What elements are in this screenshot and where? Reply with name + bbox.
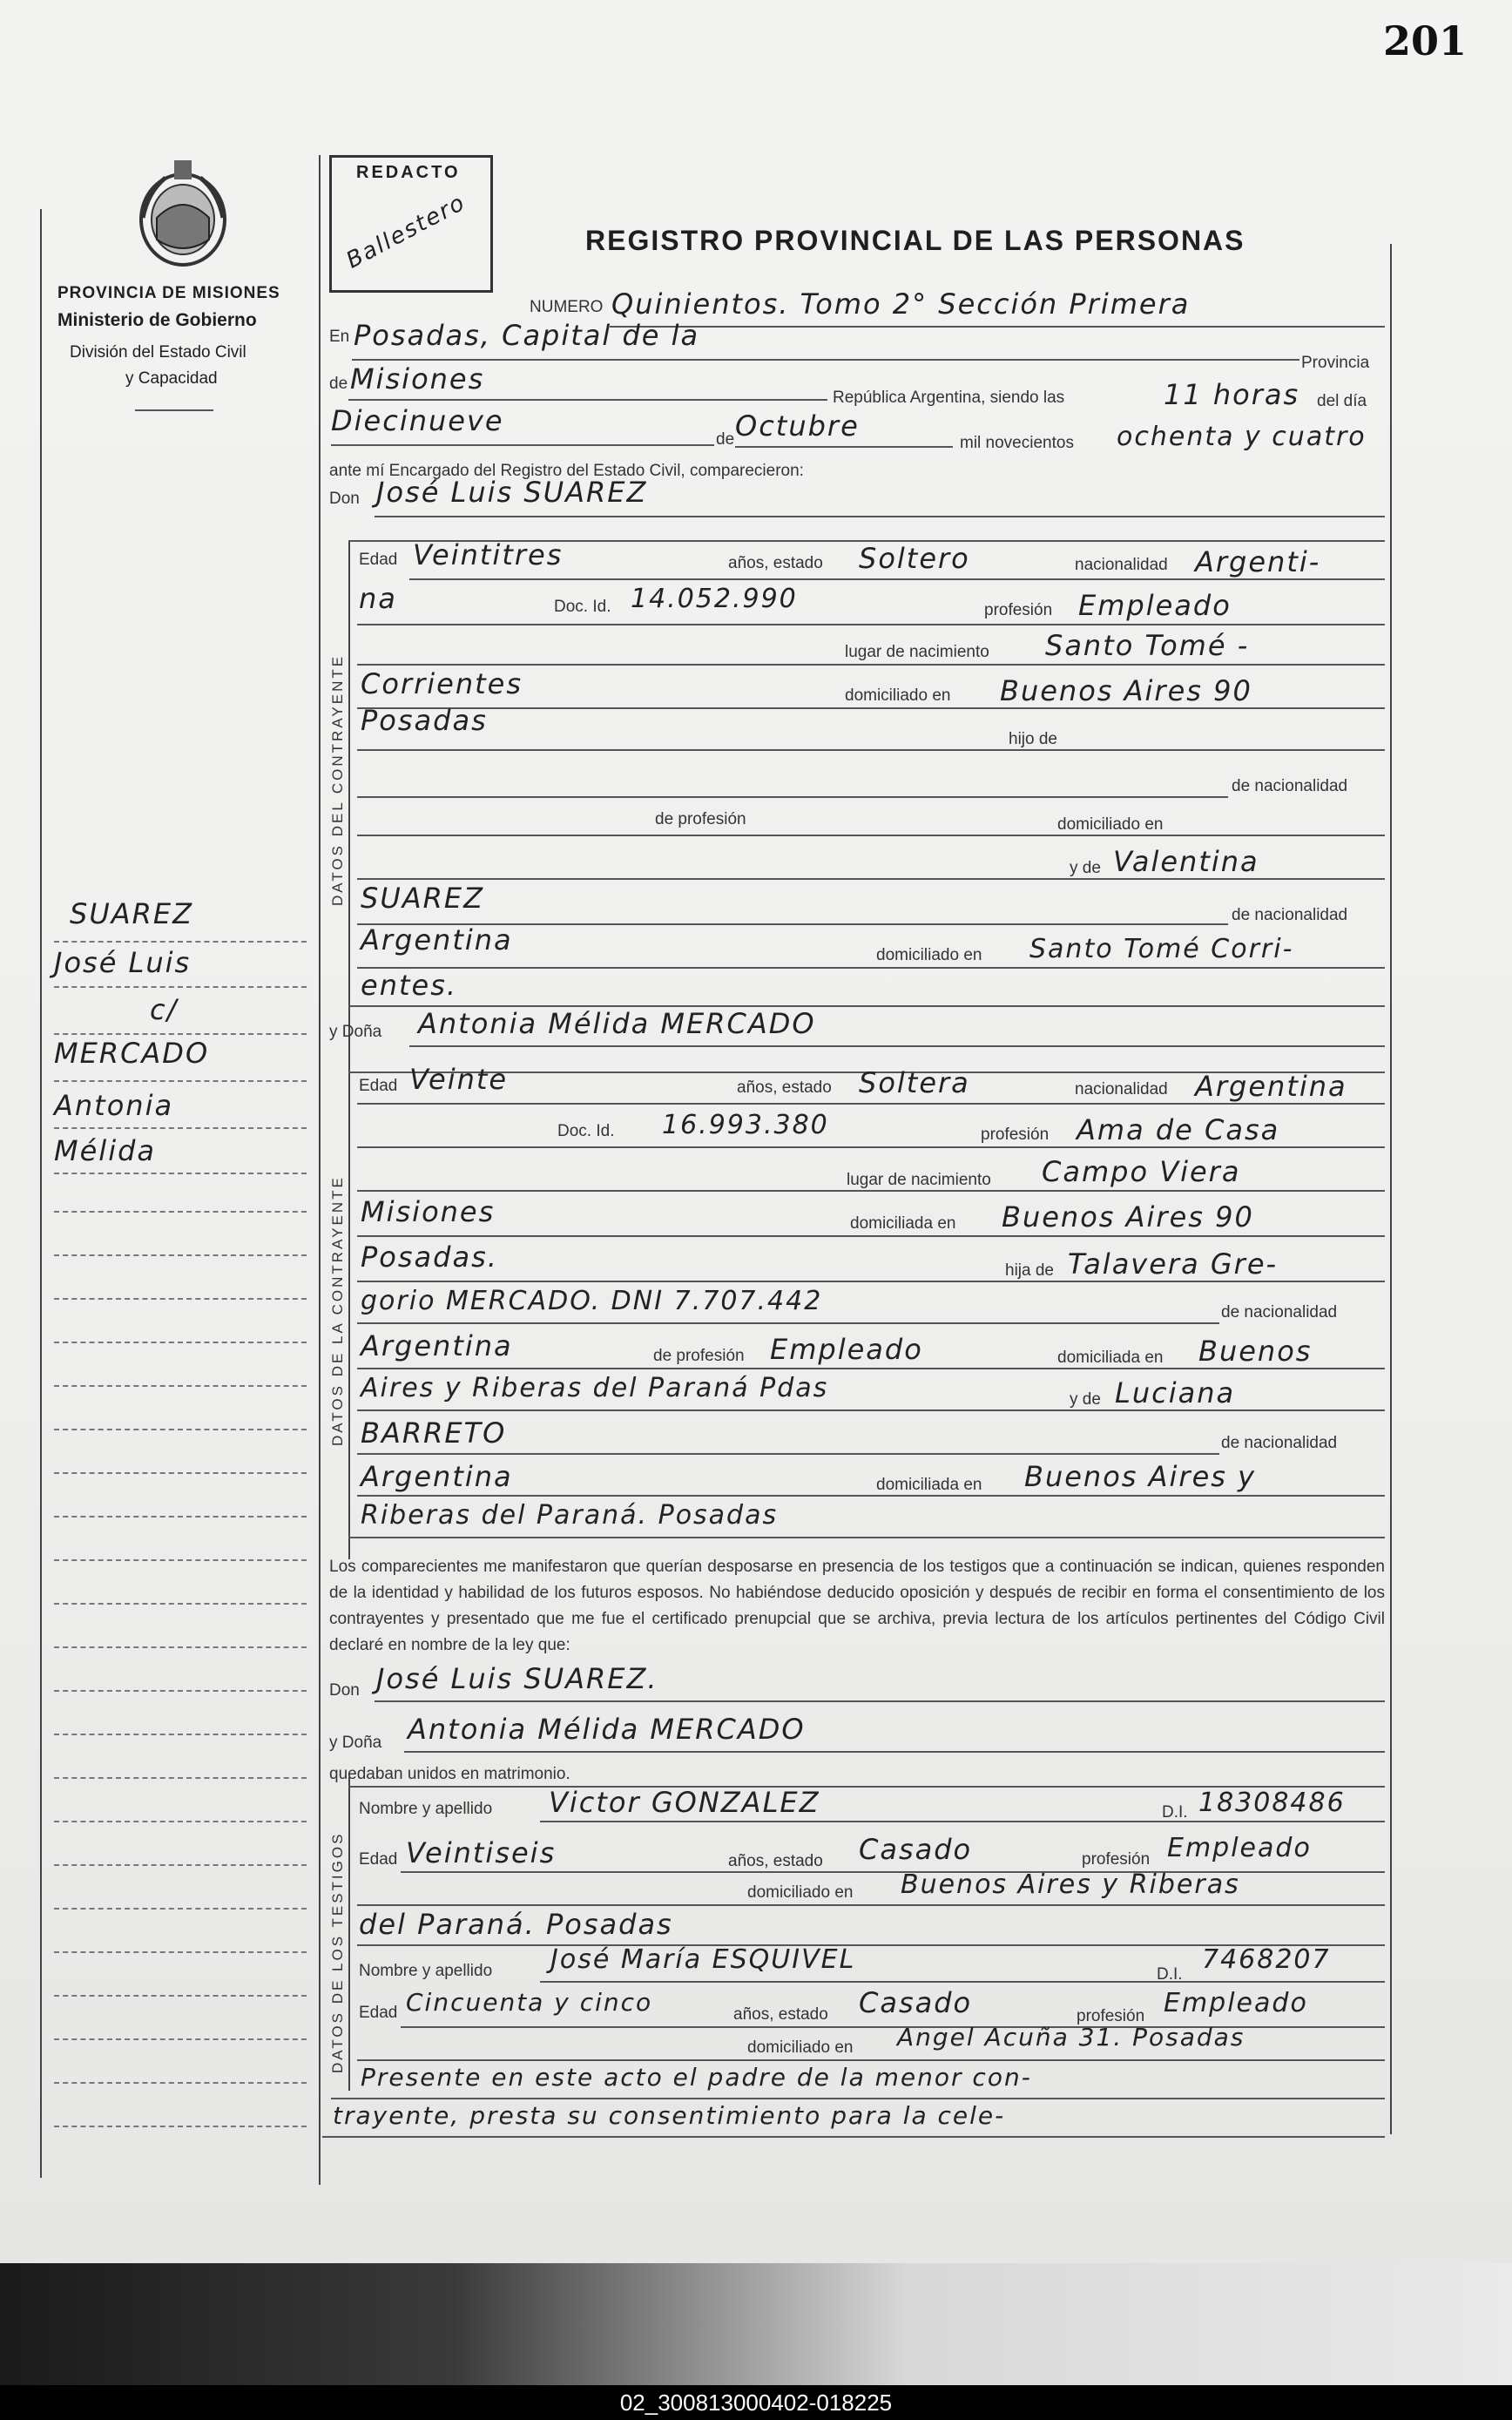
- file-caption: 02_300813000402-018225: [0, 2385, 1512, 2420]
- anio-value: ochenta y cuatro: [1117, 422, 1367, 452]
- t1-nombre: Victor GONZALEZ: [549, 1786, 820, 1819]
- page-number: 201: [1383, 17, 1468, 64]
- f-doc: 16.993.380: [662, 1110, 829, 1140]
- t2-profesion: Empleado: [1164, 1988, 1308, 2018]
- f-domicilio-label: domiciliada en: [850, 1214, 956, 1233]
- declaration-paragraph: Los comparecientes me manifestaron que querían desposarse en presencia de los testigos que a continuación se indican, quienes responden de la identidad y habilidad de los futuros esposos. No habiéndose deducido oposición y después de recibir en forma el consentimiento de los contrayentes y presentado que me fue el certificado prenupcial que se archiva, previa lectura de los artículos pertinentes del Código Civil declaré en nombre de la ley que:: [329, 1558, 1385, 1654]
- c-de-nacionalidad-1: de nacionalidad: [1232, 777, 1348, 795]
- redacto-stamp: [329, 155, 493, 293]
- hora-value: 11 horas: [1164, 378, 1300, 411]
- f-madre-nacionalidad: Argentina: [361, 1460, 513, 1493]
- c-madre-domicilio: Santo Tomé Corri-: [1029, 934, 1294, 964]
- t2-nombre-label: Nombre y apellido: [359, 1962, 493, 1980]
- numero-label: NUMERO: [530, 298, 604, 316]
- c-estado: Soltero: [859, 542, 970, 575]
- del-dia-label: del día: [1317, 392, 1367, 410]
- f-padre-cont: gorio MERCADO. DNI 7.707.442: [361, 1286, 823, 1316]
- coat-of-arms-icon: [131, 157, 235, 270]
- t1-domicilio: Buenos Aires y Riberas: [901, 1869, 1240, 1900]
- scan-edge: [0, 2263, 1512, 2385]
- dia-value: Diecinueve: [331, 404, 504, 437]
- f-padre-domicilio-cont: Aires y Riberas del Paraná Pdas: [361, 1373, 829, 1403]
- t1-edad-label: Edad: [359, 1850, 398, 1869]
- sidebar-name-4: MERCADO: [54, 1037, 210, 1070]
- division-label: División del Estado Civil: [70, 343, 246, 362]
- c-domicilio-label: domiciliado en: [845, 686, 951, 705]
- f-madre-domicilio: Buenos Aires y: [1024, 1460, 1257, 1493]
- f-estado: Soltera: [859, 1066, 970, 1099]
- f-domicilio-cont: Posadas.: [361, 1240, 498, 1274]
- de2-label: de: [716, 430, 735, 449]
- decl-don-label: Don: [329, 1681, 360, 1700]
- c-madre-domicilio-label: domiciliado en: [876, 946, 982, 964]
- f-y-de-label: y de: [1070, 1390, 1101, 1409]
- f-profesion-label: profesión: [981, 1126, 1050, 1144]
- f-madre: Luciana: [1115, 1376, 1236, 1409]
- c-nacionalidad-label: nacionalidad: [1075, 556, 1168, 574]
- f-nacionalidad: Argentina: [1195, 1070, 1347, 1103]
- f-padre-nacionalidad: Argentina: [361, 1329, 513, 1362]
- stamp-label: REDACTO: [356, 163, 461, 182]
- f-domicilio: Buenos Aires 90: [1002, 1200, 1254, 1234]
- f-lugar-cont: Misiones: [361, 1195, 496, 1228]
- c-nacionalidad-cont: na: [359, 582, 397, 615]
- sidebar-name-5: Antonia: [54, 1089, 174, 1122]
- c-anos-estado: años, estado: [728, 554, 823, 572]
- c-lugar: Santo Tomé -: [1045, 629, 1250, 662]
- t1-domiciliado-label: domiciliado en: [747, 1883, 854, 1902]
- t2-domicilio: Angel Acuña 31. Posadas: [897, 2023, 1245, 2052]
- section-label-testigos: DATOS DE LOS TESTIGOS: [329, 1831, 346, 2073]
- sidebar-name-2: José Luis: [54, 946, 192, 979]
- t2-nombre: José María ESQUIVEL: [550, 1944, 856, 1975]
- t2-di-label: D.I.: [1157, 1965, 1183, 1984]
- c-lugar-label: lugar de nacimiento: [845, 643, 989, 661]
- f-nacionalidad-label: nacionalidad: [1075, 1080, 1168, 1098]
- f-de-nacionalidad-1: de nacionalidad: [1221, 1303, 1338, 1322]
- f-edad: Veinte: [409, 1063, 509, 1096]
- t2-edad-label: Edad: [359, 2004, 398, 2022]
- f-edad-label: Edad: [359, 1077, 398, 1095]
- f-padre: Talavera Gre-: [1068, 1247, 1279, 1281]
- t2-domiciliado-label: domiciliado en: [747, 2038, 854, 2057]
- t1-domicilio-cont: del Paraná. Posadas: [359, 1908, 673, 1941]
- c-profesion-label: profesión: [984, 601, 1053, 619]
- c-madre-domicilio-cont: entes.: [361, 969, 458, 1002]
- c-domicilio-cont: Posadas: [361, 704, 488, 737]
- sidebar-name-6: Mélida: [54, 1134, 156, 1167]
- decl-dona-label: y Doña: [329, 1734, 382, 1752]
- c-madre-apellido: SUAREZ: [361, 882, 484, 915]
- f-lugar-label: lugar de nacimiento: [847, 1171, 991, 1189]
- c-lugar-cont: Corrientes: [361, 667, 523, 700]
- decl-unidos: quedaban unidos en matrimonio.: [329, 1765, 570, 1783]
- c-edad: Veintitres: [413, 538, 564, 571]
- numero-value: Quinientos. Tomo 2° Sección Primera: [611, 287, 1191, 321]
- c-de-nacionalidad-2: de nacionalidad: [1232, 906, 1348, 924]
- f-madre-domicilio-cont: Riberas del Paraná. Posadas: [361, 1500, 779, 1531]
- f-madre-apellido: BARRETO: [361, 1416, 507, 1450]
- c-madre-nacionalidad: Argentina: [361, 923, 513, 957]
- division-label-2: y Capacidad: [125, 369, 218, 388]
- sidebar-name-3: c/: [150, 993, 179, 1026]
- en-value: Posadas, Capital de la: [354, 319, 700, 352]
- f-de-nacionalidad-2: de nacionalidad: [1221, 1434, 1338, 1452]
- decl-don-value: José Luis SUAREZ.: [376, 1662, 658, 1695]
- f-doc-label: Doc. Id.: [557, 1122, 615, 1140]
- section-label-contrayente-f: DATOS DE LA CONTRAYENTE: [329, 1175, 346, 1446]
- sidebar-name-1: SUAREZ: [70, 897, 193, 930]
- ministry-label: Ministerio de Gobierno: [57, 310, 257, 330]
- c-domicilio: Buenos Aires 90: [1000, 674, 1252, 707]
- de-label: de: [329, 375, 348, 393]
- don-label: Don: [329, 490, 360, 508]
- mes-value: Octubre: [735, 409, 860, 443]
- c-nacionalidad: Argenti-: [1195, 545, 1321, 578]
- t2-di: 7468207: [1202, 1944, 1331, 1975]
- dona-value: Antonia Mélida MERCADO: [418, 1007, 816, 1040]
- t1-anos-estado: años, estado: [728, 1852, 823, 1870]
- section-label-contrayente: DATOS DEL CONTRAYENTE: [329, 653, 346, 906]
- republica-text: República Argentina, siendo las: [833, 389, 1065, 407]
- province-label: PROVINCIA DE MISIONES: [57, 284, 280, 302]
- f-lugar: Campo Viera: [1042, 1155, 1241, 1188]
- dona-label: y Doña: [329, 1023, 382, 1041]
- c-edad-label: Edad: [359, 551, 398, 569]
- t1-di: 18308486: [1198, 1788, 1346, 1818]
- c-doc: 14.052.990: [631, 584, 798, 614]
- don-value: José Luis SUAREZ: [376, 476, 648, 509]
- de-value: Misiones: [350, 362, 485, 395]
- t2-edad: Cincuenta y cinco: [406, 1988, 653, 2017]
- t2-estado: Casado: [859, 1986, 973, 2019]
- provincia-label: Provincia: [1301, 354, 1370, 372]
- t1-di-label: D.I.: [1162, 1803, 1188, 1822]
- t1-profesion-label: profesión: [1082, 1850, 1151, 1869]
- novecientos-label: mil novecientos: [960, 434, 1074, 452]
- t1-estado: Casado: [859, 1833, 973, 1866]
- f-padre-domicilio: Buenos: [1198, 1335, 1313, 1368]
- note-line-1: Presente en este acto el padre de la menor con-: [361, 2063, 1032, 2092]
- c-profesion: Empleado: [1078, 589, 1232, 622]
- f-profesion: Ama de Casa: [1077, 1113, 1280, 1146]
- f-domiciliada-en: domiciliada en: [1057, 1349, 1164, 1367]
- c-madre: Valentina: [1113, 845, 1259, 878]
- c-domiciliado-en: domiciliado en: [1057, 815, 1164, 834]
- f-madre-domicilio-label: domiciliada en: [876, 1476, 982, 1494]
- c-y-de-label: y de: [1070, 859, 1101, 877]
- c-hijo-label: hijo de: [1009, 730, 1057, 748]
- t1-edad: Veintiseis: [406, 1836, 557, 1869]
- t2-anos-estado: años, estado: [733, 2005, 828, 2024]
- en-label: En: [329, 328, 350, 346]
- c-doc-label: Doc. Id.: [554, 598, 611, 616]
- document-title: REGISTRO PROVINCIAL DE LAS PERSONAS: [585, 225, 1245, 256]
- stamp-signature: Ballestero: [341, 189, 470, 274]
- comparecieron-text: ante mí Encargado del Registro del Estado Civil, comparecieron:: [329, 462, 804, 480]
- note-line-2: trayente, presta su consentimiento para la cele-: [333, 2101, 1006, 2130]
- t1-nombre-label: Nombre y apellido: [359, 1800, 493, 1818]
- decl-dona-value: Antonia Mélida MERCADO: [408, 1713, 806, 1746]
- c-de-profesion: de profesión: [655, 810, 746, 828]
- t2-profesion-label: profesión: [1077, 2007, 1145, 2025]
- t1-profesion: Empleado: [1167, 1833, 1312, 1863]
- f-padre-profesion: Empleado: [770, 1333, 923, 1366]
- f-de-profesion: de profesión: [653, 1347, 745, 1365]
- f-anos-estado: años, estado: [737, 1078, 832, 1097]
- f-hija-label: hija de: [1005, 1261, 1054, 1280]
